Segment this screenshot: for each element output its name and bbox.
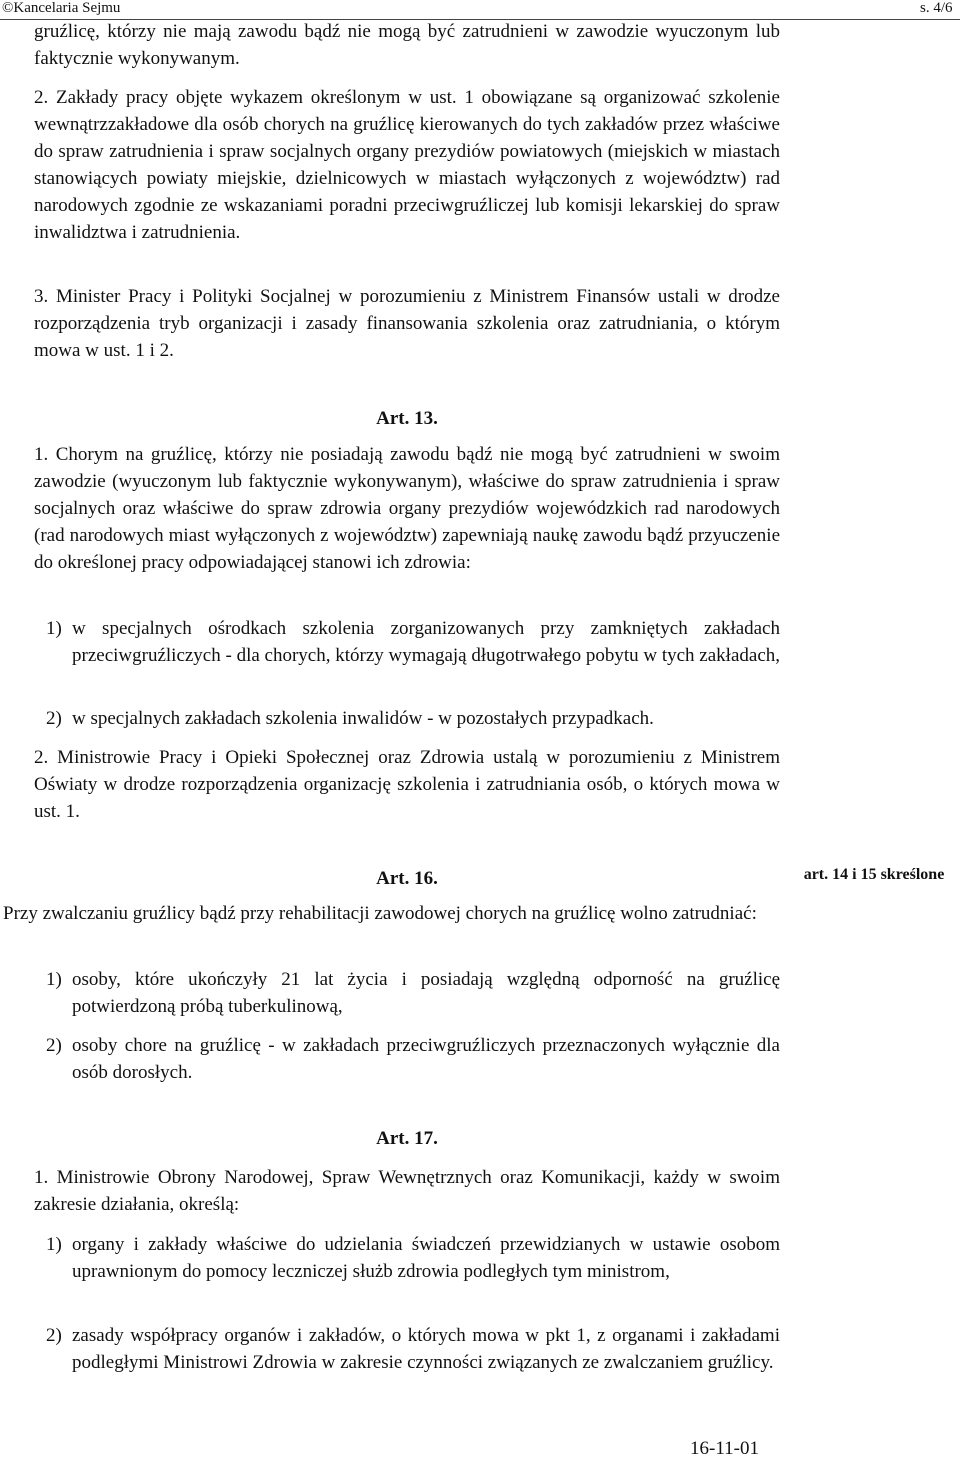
art17-heading: Art. 17.: [376, 1128, 438, 1149]
art16-item-1-number: 1): [46, 969, 62, 990]
art12-continuation: gruźlicę, którzy nie mają zawodu bądź nie mogą być zatrudnieni w zawodzie wyuczonym lub faktycznie wykonywanym.: [34, 21, 780, 69]
art16-intro: Przy zwalczaniu gruźlicy bądź przy rehabilitacji zawodowej chorych na gruźlicę wolno zatrudniać:: [3, 903, 757, 924]
art13-paragraph-1: 1. Chorym na gruźlicę, którzy nie posiadają zawodu bądź nie mogą być zatrudnieni w swoim zawodzie (wyuczonym lub faktycznie wykonywanym), właściwe do spraw zatrudnienia i spraw socjalnych oraz właściwe do spraw zdrowia organy prezydiów wojewódzkich rad narodowych (rad narodowych miast wyłączonych z województw) zapewniają naukę zawodu bądź przyuczenie do określonej pracy odpowiadającej stanowi ich zdrowia:: [34, 444, 780, 573]
art13-item-2: w specjalnych zakładach szkolenia inwalidów - w pozostałych przypadkach.: [72, 708, 654, 729]
art13-item-1: w specjalnych ośrodkach szkolenia zorganizowanych przy zamkniętych zakładach przeciwgruźliczych - dla chorych, którzy wymagają długotrwałego pobytu w tych zakładach,: [72, 618, 781, 666]
page-header: [0, 0, 960, 20]
art16-heading: Art. 16.: [376, 868, 438, 889]
art13-paragraph-2: 2. Ministrowie Pracy i Opieki Społecznej oraz Zdrowia ustalą w porozumieniu z Ministrem Oświaty w drodze rozporządzenia organizację szkolenia i zatrudniania osób, o których mowa w ust. 1.: [34, 747, 780, 822]
art12-paragraph-2: 2. Zakłady pracy objęte wykazem określonym w ust. 1 obowiązane są organizować szkolenie wewnątrzzakładowe dla osób chorych na gruźlicę kierowanych do tych zakładów przez właściwe do spraw zatrudnienia i spraw socjalnych organy prezydiów powiatowych (miejskich w miastach stanowiących powiaty miejskie, dzielnicowych w miastach wyłączonych z województw) rad narodowych zgodnie ze wskazaniami poradni przeciwgruźliczej lub komisji lekarskiej do spraw inwalidztwa i zatrudnienia.: [34, 87, 780, 243]
art16-item-2: osoby chore na gruźlicę - w zakładach przeciwgruźliczych przeznaczonych wyłącznie dla osób dorosłych.: [72, 1035, 780, 1083]
art17-item-2-number: 2): [46, 1325, 62, 1346]
page-number: s. 4/6: [920, 0, 953, 16]
margin-note: art. 14 i 15 skreślone: [803, 866, 945, 883]
footer-date: 16-11-01: [690, 1438, 759, 1459]
art16-item-1: osoby, które ukończyły 21 lat życia i posiadają względną odporność na gruźlicę potwierdzoną próbą tuberkulinową,: [72, 969, 780, 1017]
art13-item-1-number: 1): [46, 618, 62, 639]
art17-paragraph-1: 1. Ministrowie Obrony Narodowej, Spraw Wewnętrznych oraz Komunikacji, każdy w swoim zakresie działania, określą:: [34, 1167, 780, 1215]
art16-item-2-number: 2): [46, 1035, 62, 1056]
art13-heading: Art. 13.: [376, 408, 438, 429]
art17-item-2: zasady współpracy organów i zakładów, o których mowa w pkt 1, z organami i zakładami podległymi Ministrowi Zdrowia w zakresie czynności związanych ze zwalczaniem gruźlicy.: [72, 1325, 780, 1373]
art12-paragraph-3: 3. Minister Pracy i Polityki Socjalnej w porozumieniu z Ministrem Finansów ustali w drodze rozporządzenia tryb organizacji i zasady finansowania szkolenia oraz zatrudniania, o którym mowa w ust. 1 i 2.: [34, 286, 780, 361]
publisher-label: ©Kancelaria Sejmu: [2, 0, 121, 16]
art17-item-1-number: 1): [46, 1234, 62, 1255]
art13-item-2-number: 2): [46, 708, 62, 729]
art17-item-1: organy i zakłady właściwe do udzielania świadczeń przewidzianych w ustawie osobom uprawnionym do pomocy leczniczej służb zdrowia podległych tym ministrom,: [72, 1234, 780, 1282]
